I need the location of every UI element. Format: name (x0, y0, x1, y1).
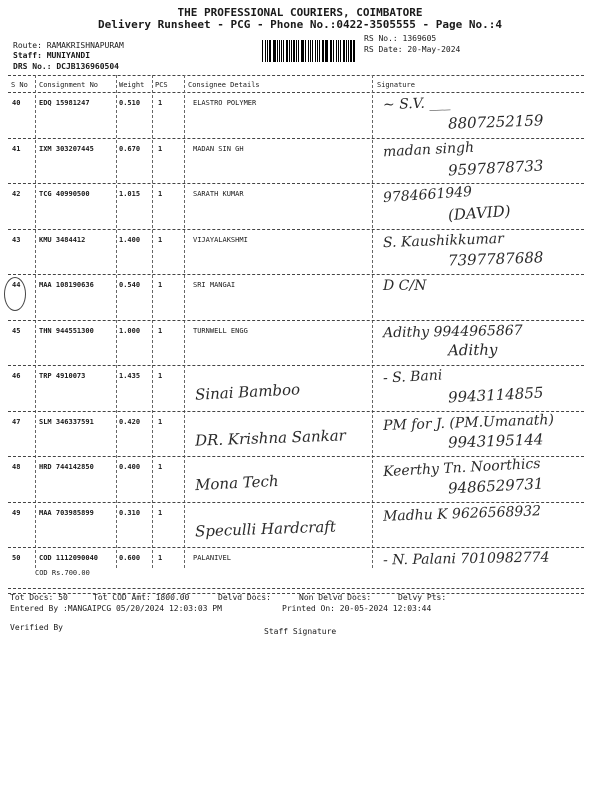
row-sno: 43 (12, 236, 21, 244)
column-divider (184, 75, 185, 568)
drs-value: DCJB136960504 (56, 62, 119, 71)
row-consignment-no: IXM 303207445 (39, 145, 94, 153)
column-divider (372, 75, 373, 568)
row-divider (8, 138, 584, 139)
row-sno: 41 (12, 145, 21, 153)
row-divider (8, 365, 584, 366)
row-consignment-no: THN 944551300 (39, 327, 94, 335)
row-consignee: ELASTRO POLYMER (193, 99, 257, 107)
verified-by-label: Verified By (10, 623, 63, 632)
row-consignee: MADAN SIN GH (193, 145, 244, 153)
runsheet-subtitle: Delivery Runsheet - PCG - Phone No.:0422-3505555 - Page No.:4 (98, 18, 502, 31)
row-signature: - N. Palani 7010982774 (382, 549, 550, 569)
row-sno: 42 (12, 190, 21, 198)
row-handwritten-consignee: DR. Krishna Sankar (194, 426, 347, 450)
column-header-weight: Weight (119, 81, 145, 89)
row-consignment-no: TRP 4910073 (39, 372, 86, 380)
total-docs: Tot Docs: 50 (10, 593, 68, 602)
row-signature-phone: 9597878733 (447, 156, 544, 180)
row-consignment-no: TCG 40990500 (39, 190, 90, 198)
row-sno: 48 (12, 463, 21, 471)
column-header-signature: Signature (377, 81, 415, 89)
row-sno: 46 (12, 372, 21, 380)
route-label: Route: RAMAKRISHNAPURAM (13, 41, 124, 50)
row-weight: 0.310 (119, 509, 141, 517)
drs-label: DRS No.: (13, 62, 52, 71)
row-sno: 44 (12, 281, 21, 289)
table-top-border (8, 75, 584, 76)
row-handwritten-consignee: Sinai Bamboo (194, 380, 301, 404)
total-cod-amount: Tot COD Amt: 1800.00 (93, 593, 190, 602)
row-signature: Keerthy Tn. Noorthics (382, 455, 541, 481)
row-divider (8, 456, 584, 457)
staff-signature-label: Staff Signature (264, 627, 337, 636)
row-consignee: SRI MANGAI (193, 281, 236, 289)
row-pcs: 1 (158, 509, 163, 517)
circle-mark (4, 277, 26, 311)
row-sno: 49 (12, 509, 21, 517)
row-signature-phone: 8807252159 (447, 111, 544, 133)
row-pcs: 1 (158, 190, 163, 198)
row-divider (8, 274, 584, 275)
row-sno: 47 (12, 418, 21, 426)
row-consignment-no: MAA 108190636 (39, 281, 94, 289)
row-weight: 0.600 (119, 554, 141, 562)
row-divider (8, 411, 584, 412)
row-signature-phone: 9486529731 (447, 474, 544, 498)
row-signature: D C/N (383, 278, 427, 294)
row-signature: Madhu K 9626568932 (382, 503, 542, 525)
row-weight: 0.540 (119, 281, 141, 289)
column-divider (152, 75, 153, 568)
delivered-docs: Delvd Docs: (218, 593, 271, 602)
row-consignment-no: MAA 703985899 (39, 509, 94, 517)
row-weight: 0.510 (119, 99, 141, 107)
row-signature: Adithy 9944965867 (382, 322, 523, 342)
row-handwritten-consignee: Mona Tech (194, 471, 279, 495)
rs-number: RS No.: 1369605 (364, 34, 437, 43)
rs-date: RS Date: 20-May-2024 (364, 45, 461, 54)
row-weight: 0.400 (119, 463, 141, 471)
row-weight: 1.400 (119, 236, 141, 244)
delivery-points: Delvy Pts: (398, 593, 447, 602)
row-signature: PM for J. (PM.Umanath) (382, 412, 555, 434)
column-header-pcs: PCS (155, 81, 168, 89)
row-cod-amount: COD Rs.700.00 (35, 569, 90, 577)
row-consignee: TURNWELL ENGG (193, 327, 248, 335)
row-signature: S. Kaushikkumar (382, 230, 505, 252)
row-pcs: 1 (158, 99, 163, 107)
row-divider (8, 320, 584, 321)
column-header-consignment: Consignment No (39, 81, 99, 89)
row-signature: madan singh (382, 139, 475, 161)
row-sno: 50 (12, 554, 21, 562)
row-weight: 1.015 (119, 190, 141, 198)
column-header-consignee: Consignee Details (188, 81, 260, 89)
row-signature-phone: (DAVID) (447, 201, 512, 225)
column-divider (35, 75, 36, 568)
row-pcs: 1 (158, 372, 163, 380)
row-signature-phone: 9943114855 (447, 383, 544, 407)
row-signature-phone: 7397787688 (447, 248, 544, 270)
column-header-sno: S No (11, 81, 28, 89)
row-pcs: 1 (158, 554, 163, 562)
entered-by: Entered By :MANGAIPCG 05/20/2024 12:03:03 PM (10, 604, 222, 613)
row-consignee: SARATH KUMAR (193, 190, 244, 198)
row-divider (8, 502, 584, 503)
row-sno: 45 (12, 327, 21, 335)
row-handwritten-consignee: Speculli Hardcraft (194, 517, 337, 541)
staff-label: Staff: MUNIYANDI (13, 51, 91, 60)
row-consignee: PALANIVEL (193, 554, 231, 562)
row-weight: 1.000 (119, 327, 141, 335)
row-consignee: VIJAYALAKSHMI (193, 236, 248, 244)
row-divider (8, 547, 584, 548)
row-signature: - S. Bani (382, 367, 443, 387)
row-consignment-no: EDQ 15981247 (39, 99, 90, 107)
row-signature: ~ S.V. ___ (382, 94, 451, 114)
row-consignment-no: SLM 346337591 (39, 418, 94, 426)
row-divider (8, 229, 584, 230)
drs-number (13, 62, 119, 71)
row-pcs: 1 (158, 463, 163, 471)
row-weight: 0.420 (119, 418, 141, 426)
row-consignment-no: COD 1112090040 (39, 554, 99, 562)
row-consignment-no: HRD 744142850 (39, 463, 94, 471)
company-title: THE PROFESSIONAL COURIERS, COIMBATORE (177, 6, 423, 19)
row-divider (8, 183, 584, 184)
row-consignment-no: KMU 3484412 (39, 236, 86, 244)
row-pcs: 1 (158, 145, 163, 153)
row-signature-phone: 9943195144 (447, 430, 544, 452)
row-signature-phone: Adithy (447, 340, 498, 360)
row-weight: 0.670 (119, 145, 141, 153)
non-delivered-docs: Non Delvd Docs: (299, 593, 372, 602)
footer-border (8, 588, 584, 589)
row-pcs: 1 (158, 327, 163, 335)
row-weight: 1.435 (119, 372, 141, 380)
table-header-border (8, 92, 584, 93)
row-pcs: 1 (158, 281, 163, 289)
column-divider (116, 75, 117, 568)
row-signature: 9784661949 (382, 183, 473, 207)
row-sno: 40 (12, 99, 21, 107)
barcode (262, 40, 357, 62)
printed-on: Printed On: 20-05-2024 12:03:44 (282, 604, 432, 613)
row-pcs: 1 (158, 236, 163, 244)
row-pcs: 1 (158, 418, 163, 426)
